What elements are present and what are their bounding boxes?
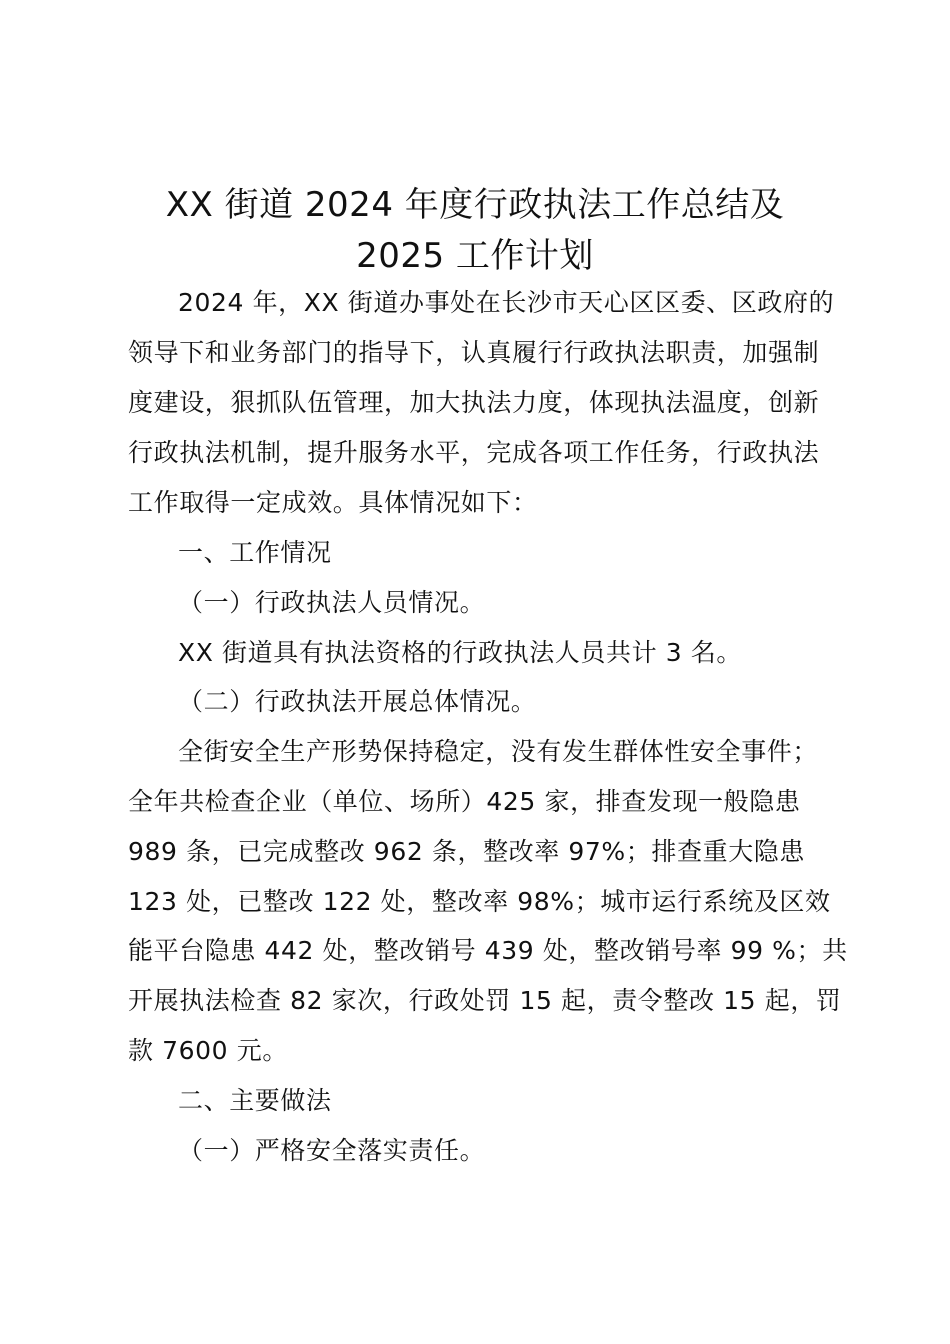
paragraph-line: 989 条，已完成整改 962 条，整改率 97%；排查重大隐患 [128,837,805,866]
paragraph-line: 款 7600 元。 [128,1036,288,1065]
document-title-line-1: XX 街道 2024 年度行政执法工作总结及 [165,185,785,225]
paragraph-line: 2024 年，XX 街道办事处在长沙市天心区区委、区政府的 [178,288,835,317]
paragraph-line: 能平台隐患 442 处，整改销号 439 处，整改销号率 99 %；共 [128,936,848,965]
paragraph-line: 全年共检查企业（单位、场所）425 家，排查发现一般隐患 [128,787,801,816]
paragraph-line: 全街安全生产形势保持稳定，没有发生群体性安全事件； [178,737,819,766]
paragraph-line: 领导下和业务部门的指导下，认真履行行政执法职责，加强制 [128,338,820,367]
document-title-line-2: 2025 工作计划 [356,236,594,276]
section-heading: 二、主要做法 [178,1086,332,1115]
paragraph-line: 开展执法检查 82 家次，行政处罚 15 起，责令整改 15 起，罚 [128,986,842,1015]
subsection-heading: （二）行政执法开展总体情况。 [178,687,537,716]
paragraph-line: 工作取得一定成效。具体情况如下： [128,488,538,517]
section-heading: 一、工作情况 [178,538,332,567]
paragraph-line: 行政执法机制，提升服务水平，完成各项工作任务，行政执法 [128,438,820,467]
paragraph-line: 123 处，已整改 122 处，整改率 98%；城市运行系统及区效 [128,887,831,916]
paragraph-line: XX 街道具有执法资格的行政执法人员共计 3 名。 [178,638,743,667]
subsection-heading: （一）严格安全落实责任。 [178,1136,486,1165]
paragraph-line: 度建设，狠抓队伍管理，加大执法力度，体现执法温度，创新 [128,388,820,417]
subsection-heading: （一）行政执法人员情况。 [178,588,486,617]
